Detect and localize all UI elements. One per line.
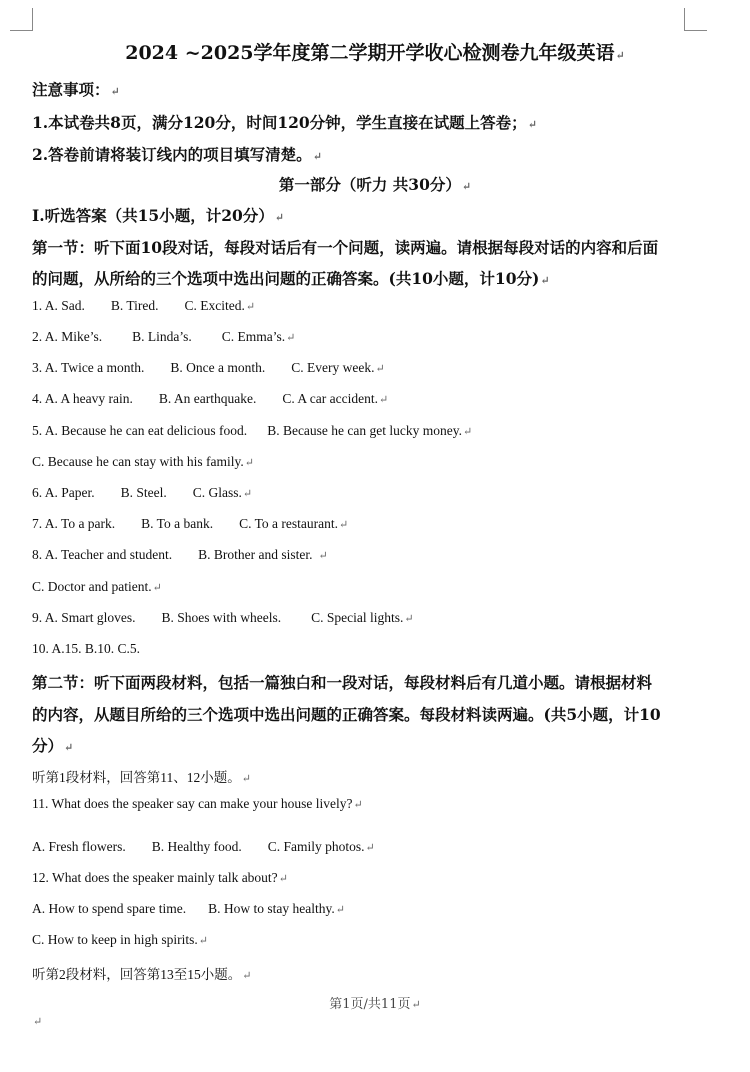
part1-title: 第一部分（听力 共30分）↵ — [278, 175, 472, 194]
question-8-option-c: C. Doctor and patient.↵ — [32, 579, 162, 594]
crop-mark-top-left — [10, 8, 33, 31]
question-10: 10. A.15. B.10. C.5. — [32, 641, 141, 656]
question-6: 6. A. Paper. B. Steel. C. Glass.↵ — [32, 485, 253, 500]
question-12-options: A. How to spend spare time. B. How to stay healthy.↵ — [32, 901, 345, 916]
section1-part1-instruction-line1: 第一节：听下面10段对话，每段对话后有一个问题，读两遍。请根据每段对话的内容和后面 — [32, 238, 659, 257]
notice-item-1: 1.本试卷共8页，满分120分，时间120分钟，学生直接在试题上答卷；↵ — [32, 113, 537, 132]
question-12-stem: 12. What does the speaker mainly talk about?↵ — [32, 870, 288, 885]
question-7: 7. A. To a park. B. To a bank. C. To a restaurant.↵ — [32, 516, 349, 531]
question-11-stem: 11. What does the speaker say can make your house lively?↵ — [32, 796, 363, 811]
section1-title: Ⅰ.听选答案（共15小题，计20分）↵ — [32, 206, 285, 225]
crop-mark-top-right — [684, 8, 707, 31]
question-8: 8. A. Teacher and student. B. Brother and sister. ↵ — [32, 547, 328, 562]
notice-heading: 注意事项：↵ — [32, 80, 120, 99]
section1-part2-instruction-line2: 的内容，从题目所给的三个选项中选出问题的正确答案。每段材料读两遍。(共5小题，计10 — [32, 705, 661, 724]
question-5-option-c: C. Because he can stay with his family.↵ — [32, 454, 254, 469]
page-footer: 第1页/共11页↵ — [329, 997, 421, 1012]
question-1: 1. A. Sad. B. Tired. C. Excited.↵ — [32, 298, 256, 313]
question-4: 4. A. A heavy rain. B. An earthquake. C. A car accident.↵ — [32, 391, 389, 406]
question-2: 2. A. Mike’s. B. Linda’s. C. Emma’s.↵ — [32, 329, 296, 344]
section1-part2-instruction-line1: 第二节：听下面两段材料，包括一篇独白和一段对话，每段材料后有几道小题。请根据材料 — [32, 673, 653, 692]
question-11-options: A. Fresh flowers. B. Healthy food. C. Family photos.↵ — [32, 839, 375, 854]
section1-part1-instruction-line2: 的问题，从所给的三个选项中选出问题的正确答案。(共10小题，计10分)↵ — [32, 269, 550, 288]
notice-item-2: 2.答卷前请将装订线内的项目填写清楚。↵ — [32, 145, 322, 164]
question-12-option-c: C. How to keep in high spirits.↵ — [32, 932, 208, 947]
question-9: 9. A. Smart gloves. B. Shoes with wheels. C. Special lights.↵ — [32, 610, 414, 625]
section1-part2-instruction-line3: 分）↵ — [32, 736, 74, 755]
question-3: 3. A. Twice a month. B. Once a month. C. Every week.↵ — [32, 360, 385, 375]
trailing-paragraph-mark: ↵ — [33, 1015, 43, 1028]
material-1-intro: 听第1段材料，回答第11、12小题。↵ — [32, 770, 251, 785]
exam-title: 2024 ~2025学年度第二学期开学收心检测卷九年级英语↵ — [125, 42, 625, 64]
material-2-intro: 听第2段材料，回答第13至15小题。↵ — [32, 967, 252, 982]
question-5: 5. A. Because he can eat delicious food. B. Because he can get lucky money.↵ — [32, 423, 473, 438]
